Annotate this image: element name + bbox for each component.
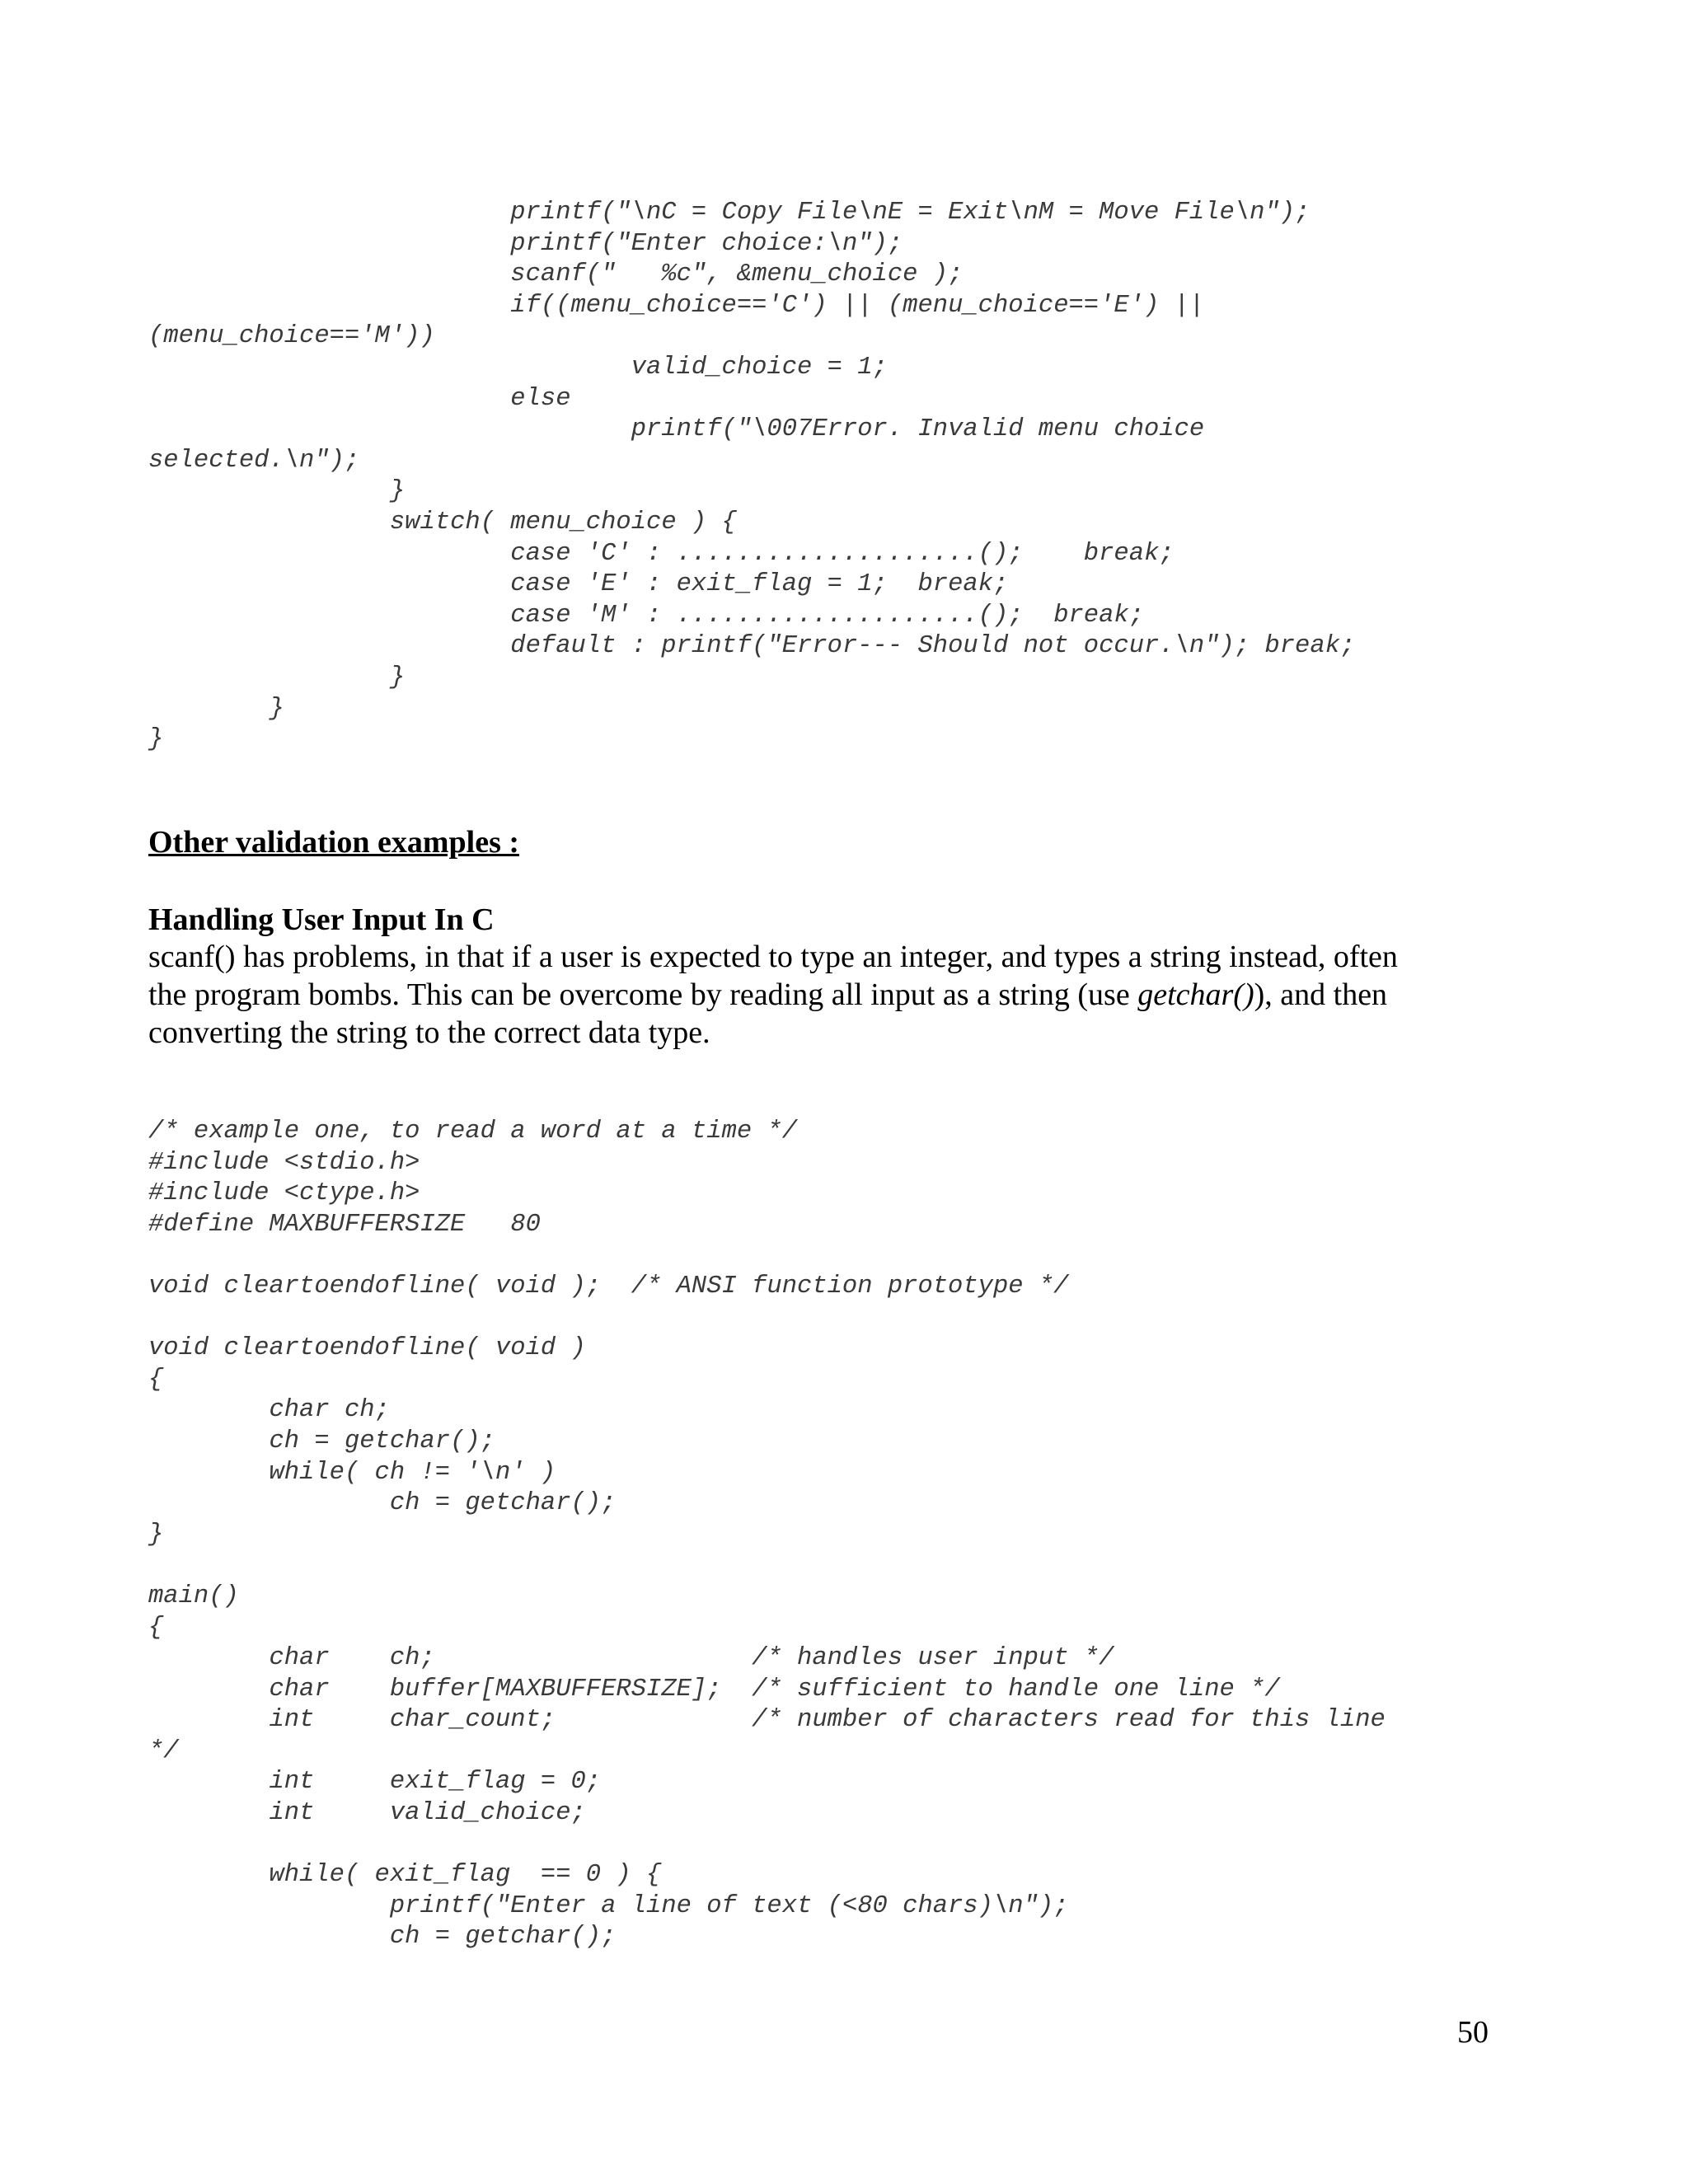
code-line: }: [148, 1520, 164, 1549]
code-line: [148, 1303, 1386, 1334]
code-block-example-one: [148, 1117, 1386, 1953]
code-line: case 'C' : ....................(); break;: [148, 539, 1175, 568]
code-line: #include <ctype.h>: [148, 1179, 420, 1208]
code-line: selected.\n");: [148, 446, 360, 475]
code-line: (menu_choice=='M')): [148, 322, 435, 351]
code-line: #include <stdio.h>: [148, 1148, 420, 1177]
code-line: printf("\nC = Copy File\nE = Exit\nM = Move File\n");: [148, 199, 1311, 227]
code-line: void cleartoendofline( void ): [148, 1334, 586, 1363]
code-line: printf("Enter a line of text (<80 chars)\n");: [148, 1891, 1069, 1920]
paragraph-line: scanf() has problems, in that if a user is expected to type an integer, and types a string instead, often: [148, 940, 1398, 974]
code-line: ch = getchar();: [148, 1489, 617, 1518]
code-line: default : printf("Error--- Should not occur.\n"); break;: [148, 632, 1356, 661]
subsection-heading: Handling User Input In C: [148, 902, 495, 937]
code-line: ch = getchar();: [148, 1427, 495, 1455]
code-line: }: [148, 694, 284, 723]
code-line: case 'E' : exit_flag = 1; break;: [148, 570, 1009, 599]
code-line: int exit_flag = 0;: [148, 1768, 602, 1797]
paragraph-line: converting the string to the correct data type.: [148, 1015, 710, 1050]
code-line: main(): [148, 1582, 239, 1610]
code-line: switch( menu_choice ) {: [148, 508, 737, 537]
code-line: valid_choice = 1;: [148, 353, 888, 382]
code-line: if((menu_choice=='C') || (menu_choice=='E') ||: [148, 291, 1205, 320]
body-paragraph: [148, 938, 1500, 1052]
code-line: ch = getchar();: [148, 1923, 617, 1952]
paragraph-text: the program bombs. This can be overcome by reading all input as a string (use: [148, 977, 1138, 1012]
code-line: int char_count; /* number of characters read for this line: [148, 1706, 1386, 1735]
code-line: char buffer[MAXBUFFERSIZE]; /* sufficient to handle one line */: [148, 1675, 1280, 1704]
code-line: else: [148, 384, 571, 413]
code-block-menu-switch: [148, 198, 1355, 756]
function-name-emphasis: getchar(): [1137, 977, 1254, 1012]
paragraph-text: ), and then: [1254, 977, 1388, 1012]
code-line: */: [148, 1736, 179, 1765]
code-line: }: [148, 663, 406, 691]
code-line: char ch; /* handles user input */: [148, 1644, 1114, 1673]
code-line: printf("Enter choice:\n");: [148, 229, 903, 258]
code-line: {: [148, 1613, 164, 1642]
code-line: case 'M' : ....................(); break;: [148, 601, 1145, 630]
code-line: /* example one, to read a word at a time */: [148, 1118, 798, 1146]
code-line: while( exit_flag == 0 ) {: [148, 1861, 662, 1890]
code-line: {: [148, 1365, 164, 1394]
code-line: #define MAXBUFFERSIZE 80: [148, 1210, 541, 1239]
page-number: 50: [1457, 2015, 1489, 2050]
code-line: int valid_choice;: [148, 1799, 586, 1828]
code-line: [148, 1830, 1386, 1861]
code-line: [148, 1550, 1386, 1582]
code-line: char ch;: [148, 1396, 390, 1425]
section-heading: Other validation examples :: [148, 825, 520, 860]
code-line: while( ch != '\n' ): [148, 1458, 556, 1487]
paragraph-line: [148, 976, 1500, 1014]
code-line: }: [148, 725, 164, 754]
code-line: void cleartoendofline( void ); /* ANSI function prototype */: [148, 1272, 1069, 1301]
code-line: printf("\007Error. Invalid menu choice: [148, 415, 1205, 444]
code-line: scanf(" %c", &menu_choice );: [148, 260, 964, 289]
code-line: [148, 1240, 1386, 1272]
code-line: }: [148, 477, 406, 506]
